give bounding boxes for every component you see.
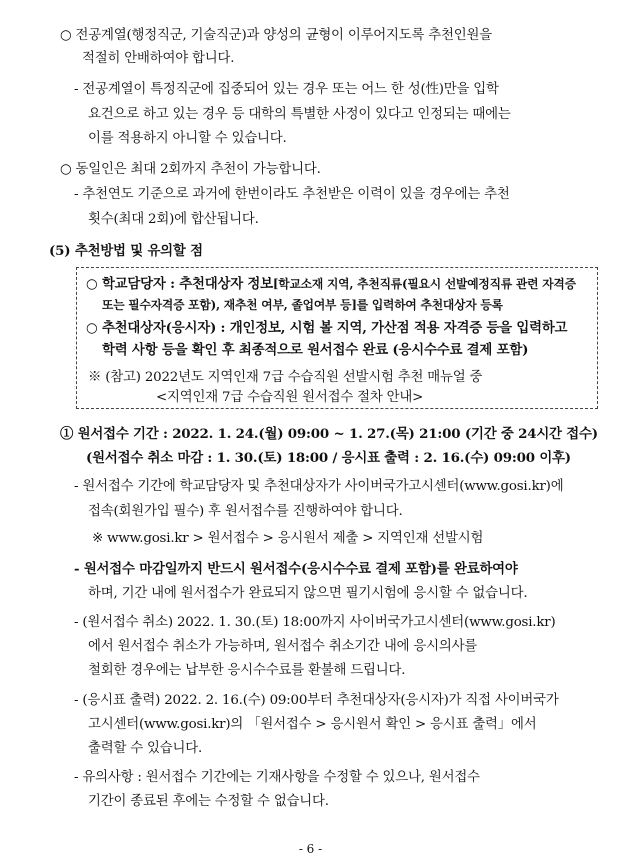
apply-path: ※ www.gosi.kr > 원서접수 > 응시원서 제출 > 지역인재 선발시험: [92, 531, 484, 546]
page-number: - 6 -: [298, 842, 323, 856]
cancel-deadline: (원서접수 취소 마감 : 1. 30.(토) 18:00 / 응시표 출력 : 2. 16.(수) 09:00 이후): [86, 450, 571, 466]
sub-notice-cont: 기간이 종료된 후에는 수정할 수 없습니다.: [88, 794, 329, 809]
sub-apply-site-cont: 접속(회원가입 필수) 후 원서접수를 진행하여야 합니다.: [88, 504, 403, 519]
section-heading: (5) 추천방법 및 유의할 점: [49, 243, 203, 259]
box-line-3: ○ 추천대상자(응시자) : 개인정보, 시험 볼 지역, 가산점 적용 자격증 등을 입력하고: [86, 320, 568, 336]
box-line-2: 또는 필수자격증 포함), 재추천 여부, 졸업여부 등]를 입력하여 추천대상자 등록: [102, 298, 503, 312]
sub-ticket-cont2: 출력할 수 있습니다.: [88, 741, 203, 756]
bullet-balance: ○ 전공계열(행정직군, 기술직군)과 양성의 균형이 이루어지도록 추천인원을: [60, 28, 492, 43]
bullet-limit: ○ 동일인은 최대 2회까지 추천이 가능합니다.: [60, 162, 321, 177]
box-line-1a: ○ 학교담당자 : 추천대상자 정보: [86, 276, 273, 292]
box-line-5: ※ (참고) 2022년도 지역인재 7급 수습직원 선발시험 추천 매뉴얼 중: [88, 370, 483, 385]
sub-exception: - 전공계열이 특정직군에 집중되어 있는 경우 또는 어느 한 성(性)만을 입학: [74, 82, 499, 97]
sub-notice: - 유의사항 : 원서접수 기간에는 기재사항을 수정할 수 있으나, 원서접수: [74, 770, 480, 785]
bullet-balance-cont: 적절히 안배하여야 합니다.: [82, 51, 235, 66]
sub-limit-cont: 횟수(최대 2회)에 합산됩니다.: [88, 212, 259, 227]
box-line-1: [86, 275, 576, 293]
box-line-4: 학력 사항 등을 확인 후 최종적으로 원서접수 완료 (응시수수료 결제 포함): [102, 342, 529, 358]
box-line-1b: [학교소재 지역, 추천직류(필요시 선발예정직류 관련 자격증: [272, 277, 576, 291]
box-line-6: <지역인재 7급 수습직원 원서접수 절차 안내>: [156, 390, 424, 405]
sub-apply-site: - 원서접수 기간에 학교담당자 및 추천대상자가 사이버국가고시센터(www.gosi.kr)에: [74, 479, 564, 494]
sub-cancel-cont2: 철회한 경우에는 납부한 응시수수료를 환불해 드립니다.: [88, 663, 406, 678]
application-period: ① 원서접수 기간 : 2022. 1. 24.(월) 09:00 ~ 1. 27.(목) 21:00 (기간 중 24시간 접수): [60, 426, 598, 442]
sub-ticket: - (응시표 출력) 2022. 2. 16.(수) 09:00부터 추천대상자(응시자)가 직접 사이버국가: [74, 693, 559, 708]
sub-cancel-cont1: 에서 원서접수 취소가 가능하며, 원서접수 취소기간 내에 응시의사를: [88, 639, 478, 654]
sub-cancel: - (원서접수 취소) 2022. 1. 30.(토) 18:00까지 사이버국가고시센터(www.gosi.kr): [74, 615, 556, 630]
sub-deadline-cont: 하며, 기간 내에 원서접수가 완료되지 않으면 필기시험에 응시할 수 없습니다.: [88, 586, 528, 601]
sub-deadline: - 원서접수 마감일까지 반드시 원서접수(응시수수료 결제 포함)를 완료하여야: [74, 561, 518, 577]
sub-ticket-cont1: 고시센터(www.gosi.kr)의 「원서접수 > 응시원서 확인 > 응시표 출력」에서: [88, 717, 537, 732]
sub-limit: - 추천연도 기준으로 과거에 한번이라도 추천받은 이력이 있을 경우에는 추천: [74, 187, 510, 202]
sub-exception-cont1: 요건으로 하고 있는 경우 등 대학의 특별한 사정이 있다고 인정되는 때에는: [88, 107, 511, 122]
sub-exception-cont2: 이를 적용하지 아니할 수 있습니다.: [88, 131, 287, 146]
